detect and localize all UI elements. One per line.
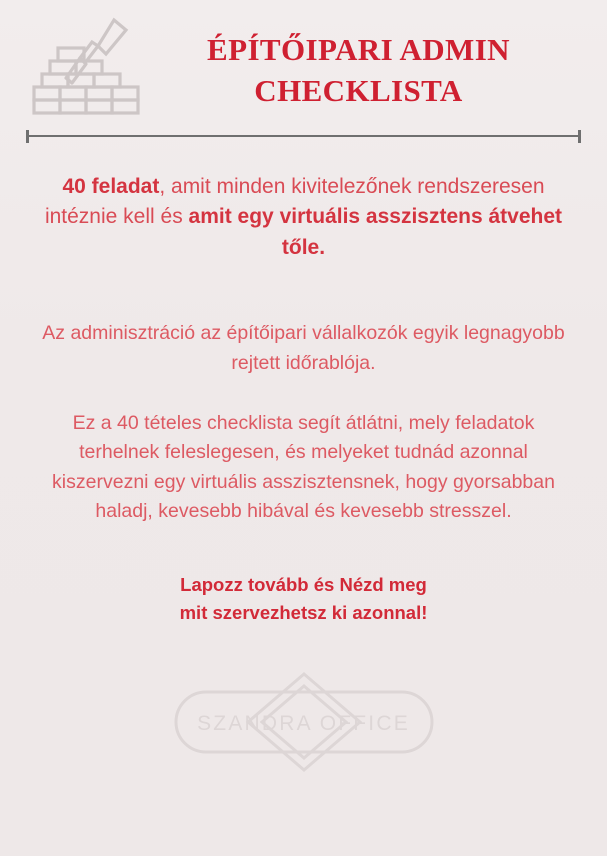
body-paragraph-2: Ez a 40 tételes checklista segít átlátni, mely feladatok terhelnek feleslegesen, és melyeket tudnád azonnal kiszervezni egy virtuális asszisztensnek, hogy gyorsabban haladj, kevesebb hibával és kevesebb stresszel.: [52, 411, 555, 523]
divider: [26, 130, 581, 142]
lead-normal-1: , amit minden kivitelezőnek rendszeresen intéznie kell és: [44, 175, 545, 229]
divider-bar: [26, 135, 581, 137]
watermark: [0, 666, 607, 778]
watermark-text: SZANDRA OFFICE: [197, 712, 410, 735]
page-title: [142, 10, 581, 112]
call-to-action: [30, 571, 577, 627]
header: [0, 0, 607, 128]
cta-line-2: mit szervezhetsz ki azonnal!: [179, 601, 428, 623]
page-title-line1: ÉPÍTŐIPARI ADMIN: [207, 32, 510, 67]
cta-line-1: Lapozz tovább és Nézd meg: [180, 574, 427, 596]
brick-wall-trowel-icon: [22, 16, 142, 120]
page-title-line2: CHECKLISTA: [254, 72, 463, 108]
lead-bold-1: 40 feladat: [62, 175, 160, 198]
lead-bold-2: amit egy virtuális asszisztens átvehet tőle.: [188, 205, 563, 259]
body-paragraph-1: Az adminisztráció az építőipari vállalkozók egyik legnagyobb rejtett időrablója.: [42, 322, 565, 374]
diamond-badge-outline: [154, 666, 454, 778]
content: [0, 172, 607, 627]
lead-paragraph: [30, 172, 577, 263]
divider-cap-right: [578, 130, 581, 143]
